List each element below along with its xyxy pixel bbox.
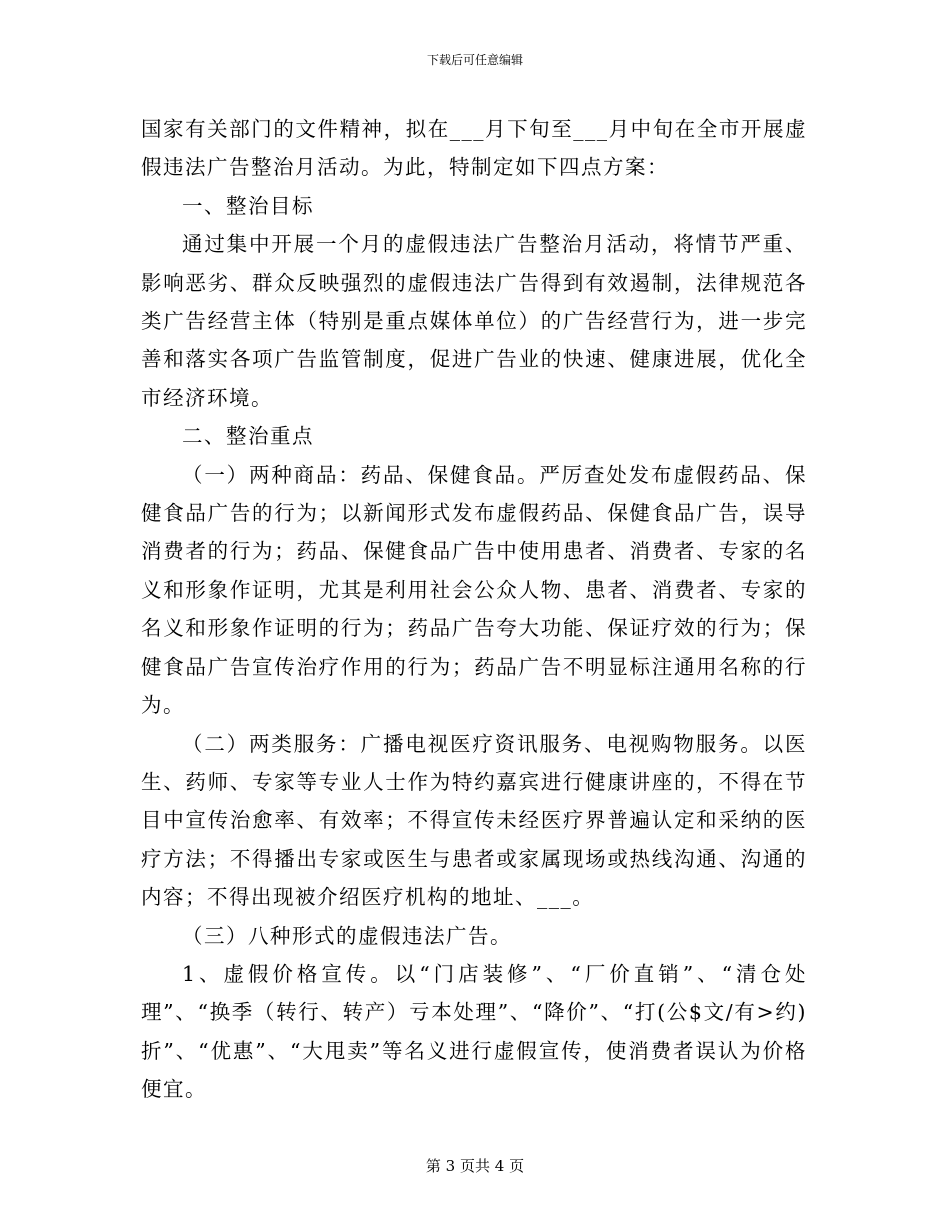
section-heading-focus: 二、整治重点 (182, 424, 314, 449)
paragraph-two-products: （一）两种商品：药品、保健食品。严厉查处发布虚假药品、保健食品广告的行为；以新闻形式发布虚假药品、保健食品广告，误导消费者的行为；药品、保健食品广告中使用患者、消费者、专家的名义和形象作证明，尤其是利用社会公众人物、患者、消费者、专家的名义和形象作证明的行为；药品广告夸大功能、保证疗效的行为；保健食品广告宣传治疗作用的行为；药品广告不明显标注通用名称的行为。 (141, 462, 807, 718)
section-heading-goals: 一、整治目标 (182, 193, 314, 218)
paragraph-false-price: 1、虚假价格宣传。以“门店装修”、“厂价直销”、“清仓处理”、“换季（转行、转产）亏本处理”、“降价”、“打(公$文/有>约)折”、“优惠”、“大甩卖”等名义进行虚假宣传，使消费者误认为价格便宜。 (141, 961, 807, 1102)
paragraph-two-services: （二）两类服务：广播电视医疗资讯服务、电视购物服务。以医生、药师、专家等专业人士作为特约嘉宾进行健康讲座的，不得在节目中宣传治愈率、有效率；不得宣传未经医疗界普遍认定和采纳的医疗方法；不得播出专家或医生与患者或家属现场或热线沟通、沟通的内容；不得出现被介绍医疗机构的地址、___。 (141, 731, 807, 910)
page-footer: 第 3 页共 4 页 (425, 1157, 525, 1175)
paragraph-intro: 国家有关部门的文件精神，拟在___月下旬至___月中旬在全市开展虚假违法广告整治月活动。为此，特制定如下四点方案： (141, 117, 807, 180)
paragraph-goals: 通过集中开展一个月的虚假违法广告整治月活动，将情节严重、影响恶劣、群众反映强烈的虚假违法广告得到有效遏制，法律规范各类广告经营主体（特别是重点媒体单位）的广告经营行为，进一步完善和落实各项广告监管制度，促进广告业的快速、健康进展，优化全市经济环境。 (141, 232, 807, 410)
paragraph-eight-forms: （三）八种形式的虚假违法广告。 (182, 923, 512, 948)
page-header: 下载后可任意编辑 (426, 53, 523, 67)
document-body (141, 110, 807, 1109)
